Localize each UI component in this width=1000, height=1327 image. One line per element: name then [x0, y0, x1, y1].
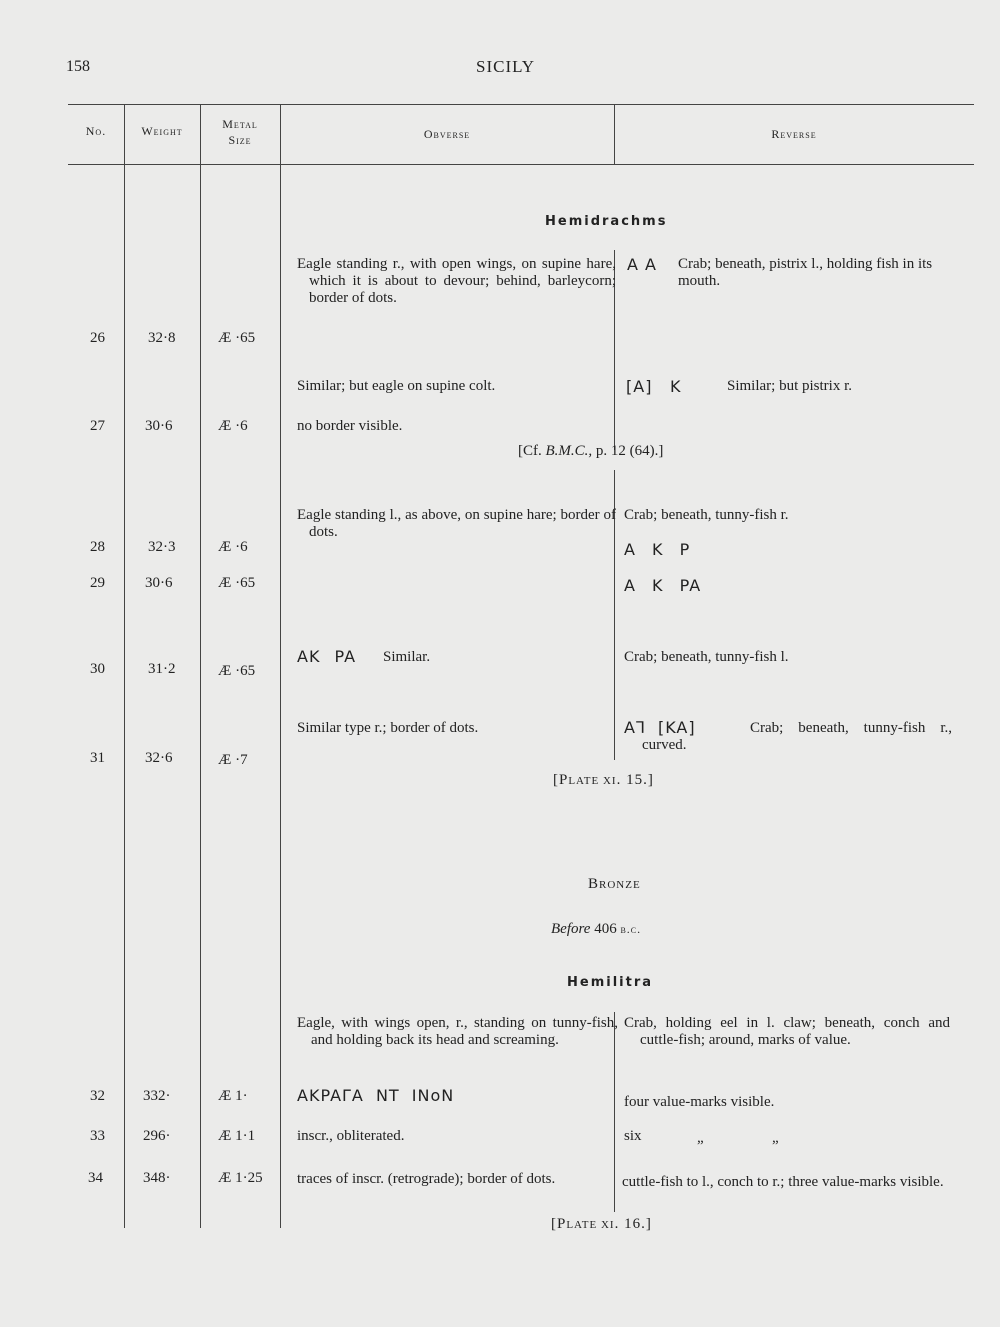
- coin-weight: 348·: [143, 1170, 171, 1186]
- obverse-description: Similar; but eagle on supine colt.: [297, 378, 496, 394]
- reverse-inscription: A A: [627, 255, 657, 274]
- coin-metal-size: Æ 1·: [218, 1088, 248, 1104]
- page-number: 158: [66, 58, 90, 75]
- header-no: No.: [85, 124, 107, 138]
- section-heading-bronze: Bronze: [588, 876, 641, 892]
- running-title: SICILY: [476, 57, 536, 76]
- coin-number: 29: [90, 575, 105, 591]
- ditto-mark: „: [772, 1130, 779, 1146]
- obverse-description: no border visible.: [297, 418, 403, 434]
- coin-number: 26: [90, 330, 105, 346]
- coin-metal-size: Æ ·65: [218, 575, 256, 591]
- obverse-description: Eagle, with wings open, r., standing on tunny-fish, and holding back its head and screaming.: [297, 1015, 618, 1048]
- coin-weight: 296·: [143, 1128, 171, 1144]
- reverse-inscription: A⅂ [KA]: [624, 718, 696, 737]
- coin-weight: 32·8: [148, 330, 176, 346]
- header-weight: Weight: [141, 124, 183, 138]
- obverse-description: traces of inscr. (retrograde); border of dots.: [297, 1171, 556, 1187]
- obverse-description: Eagle standing l., as above, on supine hare; border of dots.: [297, 507, 616, 540]
- column-rule-3: [280, 104, 281, 1228]
- reverse-inscription: K: [670, 377, 682, 396]
- column-rule-2: [200, 104, 201, 1228]
- section-heading-hemilitra: Hemilitra: [567, 975, 654, 990]
- coin-number: 30: [90, 661, 105, 677]
- reverse-description: six: [624, 1128, 642, 1144]
- obverse-inscription: AKPAΓA ΝT IΝoΝ: [297, 1086, 455, 1105]
- coin-metal-size: Æ 1·1: [218, 1128, 256, 1144]
- reverse-description: Similar; but pistrix r.: [727, 378, 853, 394]
- coin-metal-size: Æ ·7: [218, 752, 248, 768]
- ditto-mark: „: [697, 1130, 704, 1146]
- header-metal: Metal: [222, 117, 258, 131]
- period-heading: Before 406 b.c.: [551, 921, 642, 937]
- reverse-description: Crab; beneath, tunny-fish l.: [624, 649, 789, 665]
- coin-number: 31: [90, 750, 105, 766]
- plate-reference: [Plate xi. 16.]: [551, 1216, 652, 1232]
- coin-number: 33: [90, 1128, 105, 1144]
- coin-weight: 31·2: [148, 661, 176, 677]
- coin-weight: 32·6: [145, 750, 173, 766]
- section-heading-hemidrachms: Hemidrachms: [545, 214, 668, 229]
- obverse-inscription: AK PA: [297, 647, 357, 666]
- coin-number: 32: [90, 1088, 105, 1104]
- table-header-rule: [68, 164, 974, 165]
- header-size: Size: [228, 133, 252, 147]
- coin-number: 28: [90, 539, 105, 555]
- coin-metal-size: Æ ·65: [218, 330, 256, 346]
- reverse-description: four value-marks visible.: [624, 1094, 775, 1110]
- reverse-inscription: A K PA: [624, 576, 702, 595]
- obverse-description: Eagle standing r., with open wings, on supine hare, which it is about to devour; behind, barleycorn; border of dots.: [297, 256, 616, 306]
- obverse-description: inscr., obliterated.: [297, 1128, 405, 1144]
- obverse-description: Similar type r.; border of dots.: [297, 720, 479, 736]
- reverse-description: Crab; beneath, tunny-fish r., curved.: [642, 720, 952, 753]
- reverse-description: cuttle-fish to l., conch to r.; three value-marks visible.: [622, 1174, 944, 1190]
- header-obverse: Obverse: [423, 127, 471, 141]
- plate-reference: [Plate xi. 15.]: [553, 772, 654, 788]
- coin-number: 34: [88, 1170, 103, 1186]
- coin-weight: 32·3: [148, 539, 176, 555]
- coin-weight: 30·6: [145, 418, 173, 434]
- reference-note: [Cf. B.M.C., p. 12 (64).]: [518, 443, 664, 459]
- coin-weight: 332·: [143, 1088, 171, 1104]
- coin-metal-size: Æ ·65: [218, 663, 256, 679]
- reverse-inscription: A K P: [624, 540, 691, 559]
- coin-weight: 30·6: [145, 575, 173, 591]
- coin-metal-size: Æ ·6: [218, 539, 248, 555]
- coin-metal-size: Æ 1·25: [218, 1170, 263, 1186]
- column-rule-1: [124, 104, 125, 1228]
- coin-metal-size: Æ ·6: [218, 418, 248, 434]
- reverse-description: Crab, holding eel in l. claw; beneath, conch and cuttle-fish; around, marks of value.: [624, 1015, 950, 1048]
- reverse-description: Crab; beneath, pistrix l., holding fish in its mouth.: [678, 256, 933, 289]
- obverse-description: Similar.: [383, 649, 431, 665]
- reverse-inscription: [A]: [626, 377, 653, 396]
- header-reverse: Reverse: [771, 127, 817, 141]
- reverse-description: Crab; beneath, tunny-fish r.: [624, 507, 789, 523]
- table-top-rule: [68, 104, 974, 105]
- coin-number: 27: [90, 418, 105, 434]
